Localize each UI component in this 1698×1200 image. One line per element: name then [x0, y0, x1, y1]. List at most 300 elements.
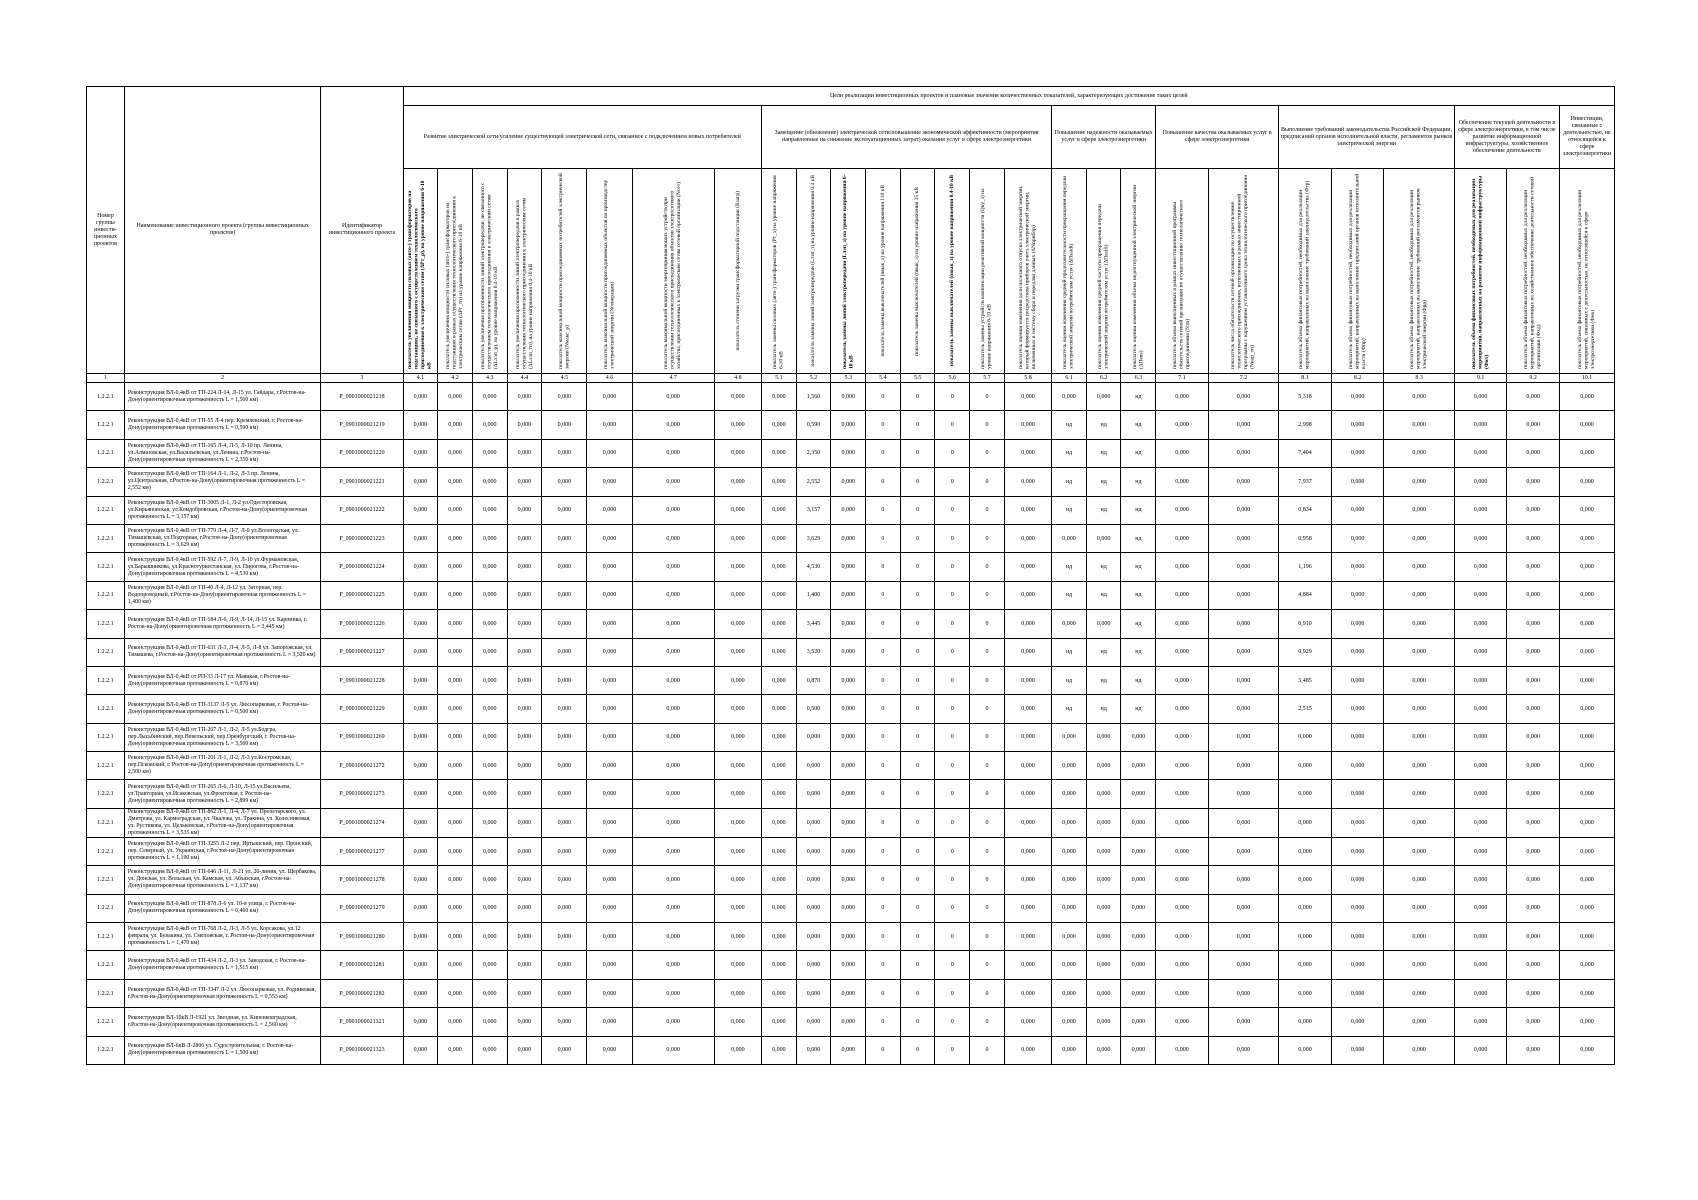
indicator-value-cell: 0,000 [587, 468, 632, 496]
indicator-value-cell: 0,000 [714, 496, 761, 524]
header-indicator-label: показатель замены устройств компенсации реактивной мощности (Qку_з) на уровне напряжения 6-10 кВ [980, 188, 993, 369]
indicator-value-cell: 0 [866, 923, 901, 951]
indicator-value-cell: 0 [900, 951, 935, 979]
indicator-value-cell: 0,000 [1384, 411, 1454, 439]
project-name-cell: Реконструкция ВЛ-0,4кВ от ТП-40 Л-4, Л-12 ул. Заторная, пер. Водопроводный, г.Ростов-на-Дону(ориентировочная протяженность L = 1,400 км) [124, 581, 321, 609]
indicator-value-cell: нд [1121, 496, 1156, 524]
indicator-value-cell: 0,000 [1331, 1036, 1384, 1064]
indicator-value-cell: 0,000 [1004, 923, 1051, 951]
indicator-value-cell: 0 [970, 638, 1005, 666]
indicator-value-cell: 0,000 [831, 808, 866, 837]
indicator-value-cell: 0,000 [1331, 439, 1384, 467]
indicator-value-cell: 0,000 [1156, 411, 1209, 439]
indicator-value-cell: 0 [935, 383, 970, 411]
indicator-value-cell: 0,000 [1208, 866, 1278, 894]
indicator-value-cell: 0 [866, 866, 901, 894]
indicator-value-cell: 0,000 [1559, 439, 1614, 467]
indicator-value-cell: нд [1121, 666, 1156, 694]
header-indicator [587, 169, 632, 374]
indicator-value-cell: нд [1121, 610, 1156, 638]
indicator-value-cell: 0,000 [796, 780, 831, 808]
indicator-value-cell: нд [1086, 496, 1121, 524]
project-id-cell: P_0901000021280 [321, 923, 403, 951]
indicator-value-cell: 0,000 [1384, 553, 1454, 581]
indicator-value-cell: 0,000 [472, 837, 507, 865]
indicator-value-cell: 0,000 [632, 439, 714, 467]
indicator-value-cell: 0,000 [1208, 383, 1278, 411]
indicator-value-cell: 0,000 [1086, 383, 1121, 411]
indicator-value-cell: 0,000 [761, 780, 796, 808]
indicator-value-cell: 0,000 [542, 1036, 587, 1064]
project-id-cell: P_0901000021282 [321, 979, 403, 1007]
table-row [87, 723, 1615, 751]
indicator-value-cell: 0,000 [587, 496, 632, 524]
indicator-value-cell: 0,000 [761, 979, 796, 1007]
indicator-value-cell: 0,000 [1454, 439, 1507, 467]
indicator-value-cell: 0,000 [1559, 524, 1614, 552]
indicator-value-cell: 0,000 [403, 723, 438, 751]
indicator-value-cell: 0,000 [1156, 524, 1209, 552]
project-name-cell: Реконструкция ВЛ-0,4кВ от ТП-779 Л-4, Л-7, Л-9 ул.Вологодская, ул. Тимашевская, ул.Подгорная, г.Ростов-на-Дону(ориентировочная протяженность L = 3,629 км) [124, 524, 321, 552]
indicator-value-cell: 0,000 [542, 496, 587, 524]
indicator-value-cell: 0,000 [587, 866, 632, 894]
table-row [87, 638, 1615, 666]
indicator-value-cell: 0,000 [632, 383, 714, 411]
column-number: 8.2 [1331, 374, 1384, 383]
project-id-cell: P_0901000021223 [321, 524, 403, 552]
indicator-value-cell: 0,000 [507, 581, 542, 609]
indicator-value-cell: 2,515 [1279, 695, 1332, 723]
header-project-name: Наименование инвестиционного проекта (группы инвестиционных проектов) [124, 87, 321, 374]
indicator-value-cell: 0,000 [1507, 723, 1560, 751]
indicator-value-cell: 0,000 [1208, 695, 1278, 723]
indicator-value-cell: 0,000 [632, 1008, 714, 1036]
column-number: 4.5 [542, 374, 587, 383]
indicator-value-cell: 0,000 [1121, 1036, 1156, 1064]
indicator-value-cell: 0,000 [1559, 923, 1614, 951]
header-indicator [1279, 169, 1332, 374]
indicator-value-cell: 0,910 [1279, 610, 1332, 638]
group-number-cell: 1.2.2.1 [87, 468, 125, 496]
group-number-cell: 1.2.2.1 [87, 496, 125, 524]
indicator-value-cell: 0,000 [714, 695, 761, 723]
project-name-cell: Реконструкция ВЛ-0,4кВ от ТП-434 Л-2, Л-3 ул. Заводская, г. Ростов-на-Дону(ориентировочная протяженность L = 1,515 км) [124, 951, 321, 979]
indicator-value-cell: 0,000 [761, 439, 796, 467]
indicator-value-cell: 0 [900, 638, 935, 666]
header-indicator-label: показатель оценки изменения средней продолжительности прекращения передачи электрической энергии потребителям услуг (ΔПsaidi) [1062, 176, 1075, 369]
indicator-value-cell: 4,530 [796, 553, 831, 581]
indicator-value-cell: 0,000 [831, 752, 866, 780]
header-indicator [403, 169, 438, 374]
header-indicator-label: показатель максимальной мощности присоединяемых потребителей электрической энергии (Nмакс_р) [557, 173, 571, 369]
indicator-value-cell: 0,000 [1331, 468, 1384, 496]
indicator-value-cell: 0,000 [831, 439, 866, 467]
header-indicator [900, 169, 935, 374]
indicator-value-cell: 7,404 [1279, 439, 1332, 467]
indicator-value-cell: 0,000 [1086, 780, 1121, 808]
indicator-value-cell: 0,000 [438, 723, 473, 751]
indicator-value-cell: 0,000 [507, 951, 542, 979]
indicator-value-cell: 0,000 [1121, 808, 1156, 837]
project-id-cell: P_0901000021227 [321, 638, 403, 666]
indicator-value-cell: 0 [866, 524, 901, 552]
indicator-value-cell: 0,000 [507, 837, 542, 865]
project-name-cell: Реконструкция ВЛ-0,4кВ от ТП-201 Л-1, Л-2, Л-3 ул.Костромская, пер.Псковский, г. Ростов-на-Дону(ориентировочная протяженность L = 2,500 км) [124, 752, 321, 780]
header-indicator [438, 169, 473, 374]
project-id-cell: P_0901000021323 [321, 1036, 403, 1064]
indicator-value-cell: 0,000 [1559, 752, 1614, 780]
indicator-value-cell: 0,000 [438, 411, 473, 439]
table-row [87, 1036, 1615, 1064]
indicator-value-cell: 0,000 [632, 923, 714, 951]
indicator-value-cell: 0,000 [1331, 723, 1384, 751]
indicator-value-cell: 0,000 [1384, 780, 1454, 808]
indicator-value-cell: 0,000 [1086, 866, 1121, 894]
indicator-value-cell: 0,000 [1507, 752, 1560, 780]
indicator-value-cell: 0 [900, 468, 935, 496]
indicator-value-cell: 0,000 [587, 666, 632, 694]
indicator-value-cell: 0,000 [1121, 1008, 1156, 1036]
indicator-value-cell: 0,000 [1559, 553, 1614, 581]
indicator-value-cell: 0,000 [1559, 780, 1614, 808]
indicator-value-cell: 0,000 [1279, 1036, 1332, 1064]
indicator-value-cell: 0 [900, 723, 935, 751]
group-number-cell: 1.2.2.1 [87, 524, 125, 552]
group-number-cell: 1.2.2.1 [87, 894, 125, 922]
indicator-value-cell: 0 [900, 866, 935, 894]
indicator-value-cell: нд [1052, 468, 1087, 496]
indicator-value-cell: 4,884 [1279, 581, 1332, 609]
indicator-value-cell: 0 [866, 581, 901, 609]
header-goal-group: Инвестиции, связанные с деятельностью, не относящейся к сфере электроэнергетики [1559, 106, 1614, 169]
indicator-value-cell: 1,196 [1279, 553, 1332, 581]
indicator-value-cell: 0,000 [403, 951, 438, 979]
investment-table [86, 86, 1615, 1065]
indicator-value-cell: 0,000 [1507, 1036, 1560, 1064]
header-indicator [1052, 169, 1087, 374]
indicator-value-cell: 0,000 [1507, 411, 1560, 439]
indicator-value-cell: 0,000 [761, 1008, 796, 1036]
header-indicator [714, 169, 761, 374]
indicator-value-cell: 0,000 [1384, 468, 1454, 496]
indicator-value-cell: 0,000 [472, 581, 507, 609]
column-number: 4.8 [714, 374, 761, 383]
header-indicator [866, 169, 901, 374]
indicator-value-cell: 0,000 [796, 979, 831, 1007]
indicator-value-cell: 0,000 [796, 866, 831, 894]
indicator-value-cell: 0 [900, 411, 935, 439]
indicator-value-cell: 0,000 [587, 1008, 632, 1036]
indicator-value-cell: 0,000 [542, 837, 587, 865]
indicator-value-cell: 0 [866, 553, 901, 581]
indicator-value-cell: нд [1121, 524, 1156, 552]
indicator-value-cell: 0,000 [1279, 723, 1332, 751]
indicator-value-cell: 0,000 [1507, 553, 1560, 581]
project-id-cell: P_0901000021274 [321, 808, 403, 837]
indicator-value-cell: 0,000 [587, 752, 632, 780]
indicator-value-cell: 1,560 [796, 383, 831, 411]
indicator-value-cell: 0,000 [403, 383, 438, 411]
header-indicator [1121, 169, 1156, 374]
indicator-value-cell: 0,000 [1507, 468, 1560, 496]
indicator-value-cell: 0 [900, 1008, 935, 1036]
indicator-value-cell: 0,000 [507, 780, 542, 808]
indicator-value-cell: 0 [866, 411, 901, 439]
indicator-value-cell: 0,000 [1004, 581, 1051, 609]
indicator-value-cell: 0,000 [403, 638, 438, 666]
indicator-value-cell: 0,000 [831, 780, 866, 808]
table-row [87, 951, 1615, 979]
indicator-value-cell: 0,000 [438, 837, 473, 865]
indicator-value-cell: 0,000 [1559, 638, 1614, 666]
column-number: 3 [321, 374, 403, 383]
indicator-value-cell: 0,000 [542, 638, 587, 666]
group-number-cell: 1.2.2.1 [87, 553, 125, 581]
indicator-value-cell: 0,000 [438, 553, 473, 581]
indicator-value-cell: 0,000 [542, 553, 587, 581]
indicator-value-cell: 0,000 [796, 808, 831, 837]
indicator-value-cell: 0,000 [472, 979, 507, 1007]
indicator-value-cell: 0,000 [587, 610, 632, 638]
indicator-value-cell: 0 [866, 695, 901, 723]
indicator-value-cell: нд [1086, 411, 1121, 439]
indicator-value-cell: 0 [970, 1036, 1005, 1064]
indicator-value-cell: 0,000 [1279, 951, 1332, 979]
indicator-value-cell: 0,000 [1331, 837, 1384, 865]
project-name-cell: Реконструкция ВЛ-0,4кВ от ТП-3005 Л-1, Л-2 ул.Одесторовская, ул.Кирьяновская, ул.Комдобровская, г.Ростов-на-Дону(ориентировочная протяженность L = 3,157 км) [124, 496, 321, 524]
indicator-value-cell: 0,000 [714, 610, 761, 638]
indicator-value-cell: 0,000 [1156, 752, 1209, 780]
group-number-cell: 1.2.2.1 [87, 923, 125, 951]
indicator-value-cell: 0,000 [1507, 951, 1560, 979]
indicator-value-cell: 0,000 [507, 411, 542, 439]
indicator-value-cell: 0,000 [1086, 524, 1121, 552]
project-id-cell: P_0901000021220 [321, 439, 403, 467]
header-indicator-label: показатель оценки изменения средней частоты прекращения передачи электрической энергии потребителям услуг (ΔПsaifi) [1097, 204, 1110, 369]
header-goal-group: Обеспечение текущей деятельности в сфере электроэнергетики, в том числе развитие информационной инфраструктуры, хозяйственное обеспечение деятельности [1454, 106, 1559, 169]
header-indicator [831, 169, 866, 374]
indicator-value-cell: 5,318 [1279, 383, 1332, 411]
indicator-value-cell: 0,000 [632, 1036, 714, 1064]
indicator-value-cell: 0,000 [1208, 666, 1278, 694]
indicator-value-cell: 0 [900, 383, 935, 411]
indicator-value-cell: 0,000 [1454, 695, 1507, 723]
indicator-value-cell: 0,000 [1331, 1008, 1384, 1036]
indicator-value-cell: 0,000 [1208, 808, 1278, 837]
indicator-value-cell: 0,000 [714, 439, 761, 467]
project-name-cell: Реконструкция ВЛ-6кВ Л-2806 ул. Судостроительная, г. Ростов-на-Дону(ориентировочная протяженность L = 1,500 км) [124, 1036, 321, 1064]
indicator-value-cell: 0,000 [1559, 723, 1614, 751]
indicator-value-cell: 0,000 [507, 752, 542, 780]
indicator-value-cell: 0,000 [507, 923, 542, 951]
indicator-value-cell: 0,000 [1454, 383, 1507, 411]
table-row [87, 383, 1615, 411]
indicator-value-cell: 0,000 [714, 524, 761, 552]
header-goal-group: Выполнение требований законодательства Российской Федерации, предписаний органов исполнительной власти, регламентов рынков электрической энергии [1279, 106, 1455, 169]
indicator-value-cell: 0,000 [714, 723, 761, 751]
indicator-value-cell: 0,000 [1052, 866, 1087, 894]
indicator-value-cell: 0 [935, 553, 970, 581]
indicator-value-cell: 0,000 [1208, 1036, 1278, 1064]
indicator-value-cell: 0,000 [1052, 752, 1087, 780]
indicator-value-cell: 0,000 [1559, 695, 1614, 723]
header-indicator-label: показатель числа обязательств сетевой организации по осуществлению технологического присоединения, исполненных в рамках инвестиционной программы с нарушением установленного срока технологического присоединения (Nнар_тп) [1230, 175, 1256, 369]
indicator-value-cell: 0,000 [1507, 524, 1560, 552]
indicator-value-cell: 0,000 [438, 951, 473, 979]
table-row [87, 780, 1615, 808]
indicator-value-cell: 0,000 [1086, 837, 1121, 865]
indicator-value-cell: 0,000 [587, 979, 632, 1007]
indicator-value-cell: 0,000 [542, 411, 587, 439]
indicator-value-cell: 0,000 [1331, 780, 1384, 808]
indicator-value-cell: 0,000 [714, 894, 761, 922]
indicator-value-cell: 0,000 [438, 666, 473, 694]
indicator-value-cell: 0,000 [403, 979, 438, 1007]
indicator-value-cell: 0,000 [632, 553, 714, 581]
indicator-value-cell: 0,000 [761, 951, 796, 979]
header-indicator [1004, 169, 1051, 374]
indicator-value-cell: 0,000 [1454, 581, 1507, 609]
indicator-value-cell: 0,000 [831, 1036, 866, 1064]
project-id-cell: P_0901000021273 [321, 780, 403, 808]
indicator-value-cell: 0,000 [1331, 808, 1384, 837]
indicator-value-cell: 0,000 [831, 581, 866, 609]
indicator-value-cell: 0,000 [831, 610, 866, 638]
indicator-value-cell: 1,400 [796, 581, 831, 609]
indicator-value-cell: 0,000 [1121, 866, 1156, 894]
indicator-value-cell: 0,000 [831, 837, 866, 865]
indicator-value-cell: 0,000 [587, 411, 632, 439]
indicator-value-cell: 0,000 [1454, 837, 1507, 865]
indicator-value-cell: 0,000 [1454, 894, 1507, 922]
indicator-value-cell: 0,000 [438, 439, 473, 467]
indicator-value-cell: 0,000 [1121, 752, 1156, 780]
indicator-value-cell: 0,000 [1052, 923, 1087, 951]
indicator-value-cell: 0,000 [507, 496, 542, 524]
indicator-value-cell: 0,000 [831, 723, 866, 751]
indicator-value-cell: 0,000 [1121, 837, 1156, 865]
indicator-value-cell: 0,000 [796, 951, 831, 979]
indicator-value-cell: 3,520 [796, 638, 831, 666]
indicator-value-cell: 0,000 [831, 496, 866, 524]
indicator-value-cell: 0 [970, 581, 1005, 609]
header-indicator-label: показатель объема финансовых потребностей, необходимых для реализации мероприятий, направленных на хозяйственное обеспечение деятельности сетевой организации (Фхд) [1523, 176, 1543, 369]
header-indicator-label: показатель увеличения протяженности линий электропередачи, не связанного с осуществлением технологического присоединения к электрическим сетям (ΔLлэп_р), на уровне напряжения 0,4-10 кВ [479, 182, 499, 369]
indicator-value-cell: 0 [900, 923, 935, 951]
indicator-value-cell: 0,000 [632, 894, 714, 922]
indicator-value-cell: 0,000 [1559, 951, 1614, 979]
indicator-value-cell: 0,000 [507, 1036, 542, 1064]
indicator-value-cell: 0,000 [438, 468, 473, 496]
indicator-value-cell: 0 [970, 411, 1005, 439]
indicator-value-cell: 0,000 [438, 752, 473, 780]
indicator-value-cell: 0,000 [507, 695, 542, 723]
indicator-value-cell: 0,000 [1086, 752, 1121, 780]
indicator-value-cell: 0,000 [1331, 411, 1384, 439]
indicator-value-cell: 0,000 [1121, 780, 1156, 808]
project-name-cell: Реконструкция ВЛ-0,4кВ от ТП-3347 Л-2 ул. Люсопарковая, ул. Родниковая, г.Ростов-на-Дону(ориентировочная протяженность L = 0,553 км) [124, 979, 321, 1007]
group-number-cell: 1.2.2.1 [87, 951, 125, 979]
indicator-value-cell: нд [1052, 553, 1087, 581]
indicator-value-cell: 0,000 [472, 610, 507, 638]
project-id-cell: P_0901000021218 [321, 383, 403, 411]
indicator-value-cell: 0 [970, 723, 1005, 751]
indicator-value-cell: 0 [935, 610, 970, 638]
indicator-value-cell: 0,000 [1384, 1036, 1454, 1064]
project-id-cell: P_0901000021226 [321, 610, 403, 638]
indicator-value-cell: 0,000 [438, 695, 473, 723]
indicator-value-cell: 0,000 [1086, 923, 1121, 951]
indicator-value-cell: 0,000 [438, 808, 473, 837]
indicator-value-cell: 0,000 [1559, 383, 1614, 411]
column-number: 7.1 [1156, 374, 1209, 383]
indicator-value-cell: 0,000 [714, 638, 761, 666]
indicator-value-cell: 0,000 [796, 1008, 831, 1036]
table-row [87, 1008, 1615, 1036]
indicator-value-cell: 0,000 [714, 581, 761, 609]
indicator-value-cell: 0,000 [1331, 553, 1384, 581]
indicator-value-cell: 0,000 [438, 581, 473, 609]
indicator-value-cell: 0,000 [714, 1008, 761, 1036]
indicator-value-cell: 0,000 [507, 723, 542, 751]
header-indicator-label: показатель объема финансовых потребностей, необходимых для реализации мероприятий, связанных с деятельностью, не относящейся к сфере электроэнергетики (Фно) [1577, 189, 1597, 369]
indicator-value-cell: 0,000 [1208, 923, 1278, 951]
indicator-value-cell: 0,000 [1559, 610, 1614, 638]
indicator-value-cell: 0,000 [403, 581, 438, 609]
indicator-value-cell: 0,000 [1454, 752, 1507, 780]
header-indicator [507, 169, 542, 374]
indicator-value-cell: 0,000 [831, 1008, 866, 1036]
indicator-value-cell: 0,000 [1208, 979, 1278, 1007]
indicator-value-cell: 0,000 [1156, 780, 1209, 808]
indicator-value-cell: 0,000 [1156, 496, 1209, 524]
indicator-value-cell: 0,000 [542, 383, 587, 411]
indicator-value-cell: 0,000 [632, 808, 714, 837]
indicator-value-cell: 0,000 [1454, 951, 1507, 979]
indicator-value-cell: 0,000 [1454, 780, 1507, 808]
indicator-value-cell: 0 [900, 496, 935, 524]
header-indicator [1331, 169, 1384, 374]
indicator-value-cell: 0,000 [1454, 524, 1507, 552]
indicator-value-cell: 0,000 [587, 923, 632, 951]
indicator-value-cell: 0,000 [1384, 383, 1454, 411]
indicator-value-cell: 0,000 [1507, 638, 1560, 666]
indicator-value-cell: 0,000 [1208, 411, 1278, 439]
column-number: 4.6 [587, 374, 632, 383]
indicator-value-cell: 0,000 [1454, 723, 1507, 751]
indicator-value-cell: 3,629 [796, 524, 831, 552]
indicator-value-cell: 0,000 [1384, 979, 1454, 1007]
indicator-value-cell: 0 [970, 1008, 1005, 1036]
indicator-value-cell: 0,000 [761, 923, 796, 951]
indicator-value-cell: 0,000 [1454, 638, 1507, 666]
indicator-value-cell: 0,000 [1454, 923, 1507, 951]
indicator-value-cell: 0,000 [632, 695, 714, 723]
indicator-value-cell: 0,000 [507, 866, 542, 894]
indicator-value-cell: 0,000 [1559, 894, 1614, 922]
indicator-value-cell: 0,000 [1052, 610, 1087, 638]
indicator-value-cell: 0 [970, 383, 1005, 411]
indicator-value-cell: 0,000 [507, 610, 542, 638]
indicator-value-cell: нд [1121, 581, 1156, 609]
indicator-value-cell: 0,000 [1384, 496, 1454, 524]
indicator-value-cell: 0 [900, 979, 935, 1007]
indicator-value-cell: 0,000 [761, 581, 796, 609]
indicator-value-cell: 0,000 [472, 923, 507, 951]
group-number-cell: 1.2.2.1 [87, 439, 125, 467]
indicator-value-cell: 0,000 [438, 1036, 473, 1064]
indicator-value-cell: 0,000 [632, 723, 714, 751]
